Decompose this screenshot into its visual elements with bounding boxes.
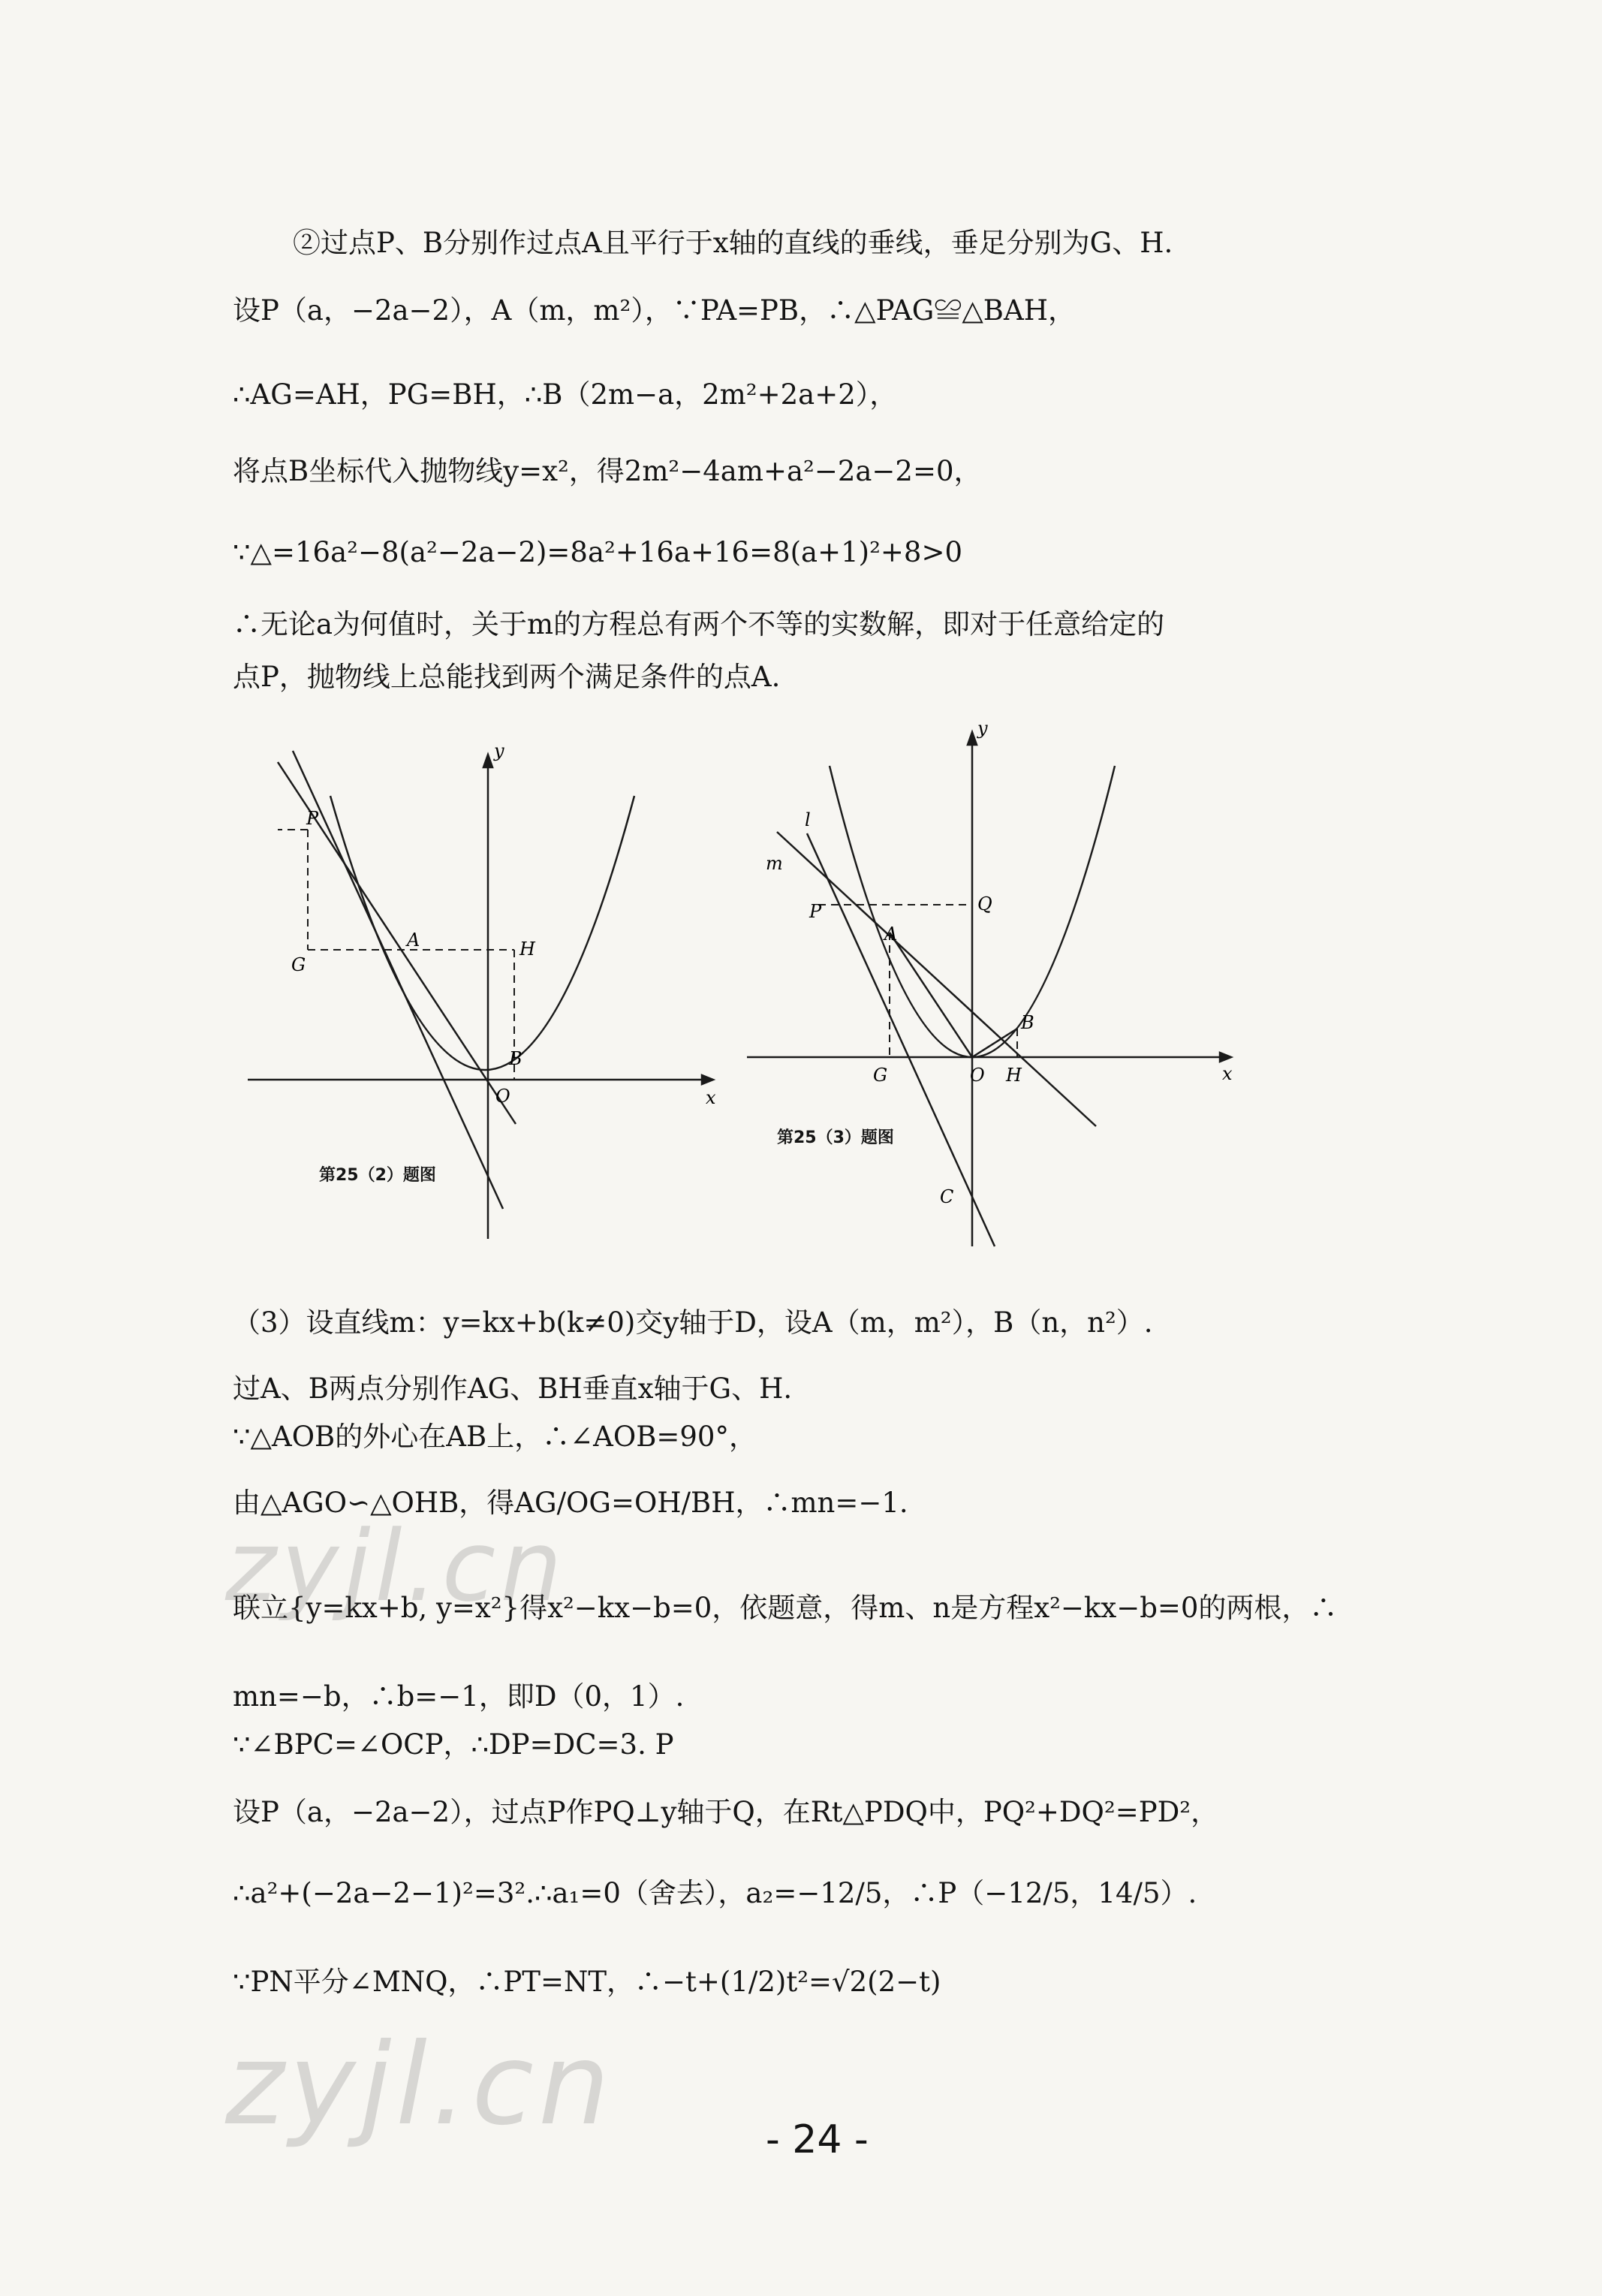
label-G2: G (873, 1065, 888, 1086)
label-x2: x (1222, 1063, 1233, 1084)
label-y: y (494, 740, 504, 761)
line-steep (293, 751, 503, 1209)
text-line-2: 设P（a，−2a−2），A（m，m²），∵PA=PB，∴△PAG≌△BAH， (233, 294, 1076, 327)
text-line-10: ∵△AOB的外心在AB上，∴∠AOB=90°， (233, 1421, 757, 1453)
label-x: x (706, 1087, 716, 1108)
text-line-17: ∵PN平分∠MNQ，∴PT=NT，∴−t+(1/2)t²=√2(2−t) (233, 1966, 941, 1998)
text-line-13: mn=−b，∴b=−1，即D（0，1）. (233, 1680, 685, 1713)
y-arrow-icon-2 (968, 732, 977, 745)
label-P2: P (809, 901, 822, 922)
label-A: A (407, 930, 420, 951)
label-G: G (291, 954, 306, 975)
text-line-7: 点P，抛物线上总能找到两个满足条件的点A. (233, 661, 781, 693)
line-l (807, 833, 995, 1246)
label-C: C (940, 1186, 954, 1207)
watermark-1: zyjl.cn (225, 1509, 567, 1623)
label-A2: A (884, 924, 898, 945)
label-B: B (509, 1048, 522, 1069)
caption-fig1: 第25（2）题图 (319, 1166, 436, 1185)
text-line-6: ∴无论a为何值时，关于m的方程总有两个不等的实数解，即对于任意给定的 (233, 608, 1165, 640)
watermark-2: zyjl.cn (225, 2020, 615, 2150)
x-arrow-icon-2 (1220, 1053, 1231, 1062)
text-line-16: ∴a²+(−2a−2−1)²=3².∴a₁=0（舍去），a₂=−12/5，∴P（−12/5，14/5）. (233, 1877, 1197, 1909)
figure-25-3 (743, 721, 1246, 1261)
segment-ao (890, 933, 972, 1057)
figure-25-2 (240, 721, 721, 1246)
text-line-11: 由△AGO∽△OHB，得AG/OG=OH/BH，∴mn=−1. (233, 1487, 908, 1519)
text-line-3: ∴AG=AH，PG=BH，∴B（2m−a，2m²+2a+2）， (233, 378, 898, 411)
text-line-14: ∵∠BPC=∠OCP，∴DP=DC=3. P (233, 1728, 674, 1761)
label-Q: Q (977, 893, 992, 914)
text-line-4: 将点B坐标代入抛物线y=x²，得2m²−4am+a²−2a−2=0， (233, 455, 982, 487)
text-line-12: 联立{y=kx+b, y=x²}得x²−kx−b=0，依题意，得m、n是方程x²−kx−b=0的两根，∴ (233, 1592, 1338, 1624)
x-arrow-icon (702, 1075, 713, 1084)
label-H2: H (1006, 1065, 1022, 1086)
y-arrow-icon (483, 755, 492, 767)
label-m: m (766, 853, 783, 874)
text-line-15: 设P（a，−2a−2），过点P作PQ⊥y轴于Q，在Rt△PDQ中，PQ²+DQ²=PD²， (233, 1796, 1219, 1828)
line-m (777, 832, 1096, 1126)
label-B2: B (1021, 1012, 1034, 1033)
label-O: O (495, 1086, 510, 1107)
text-line-8: （3）设直线m：y=kx+b(k≠0)交y轴于D，设A（m，m²），B（n，n²）. (233, 1306, 1153, 1339)
label-y2: y (977, 721, 988, 739)
label-H: H (519, 939, 535, 960)
text-line-5: ∵△=16a²−8(a²−2a−2)=8a²+16a+16=8(a+1)²+8>0 (233, 536, 963, 568)
page-number: - 24 - (766, 2117, 869, 2162)
label-P: P (306, 808, 319, 829)
text-line-1: ②过点P、B分别作过点A且平行于x轴的直线的垂线，垂足分别为G、H. (293, 227, 1173, 259)
label-l: l (805, 809, 811, 830)
label-O2: O (970, 1065, 985, 1086)
caption-fig2: 第25（3）题图 (777, 1128, 894, 1147)
text-line-9: 过A、B两点分别作AG、BH垂直x轴于G、H. (233, 1372, 793, 1405)
